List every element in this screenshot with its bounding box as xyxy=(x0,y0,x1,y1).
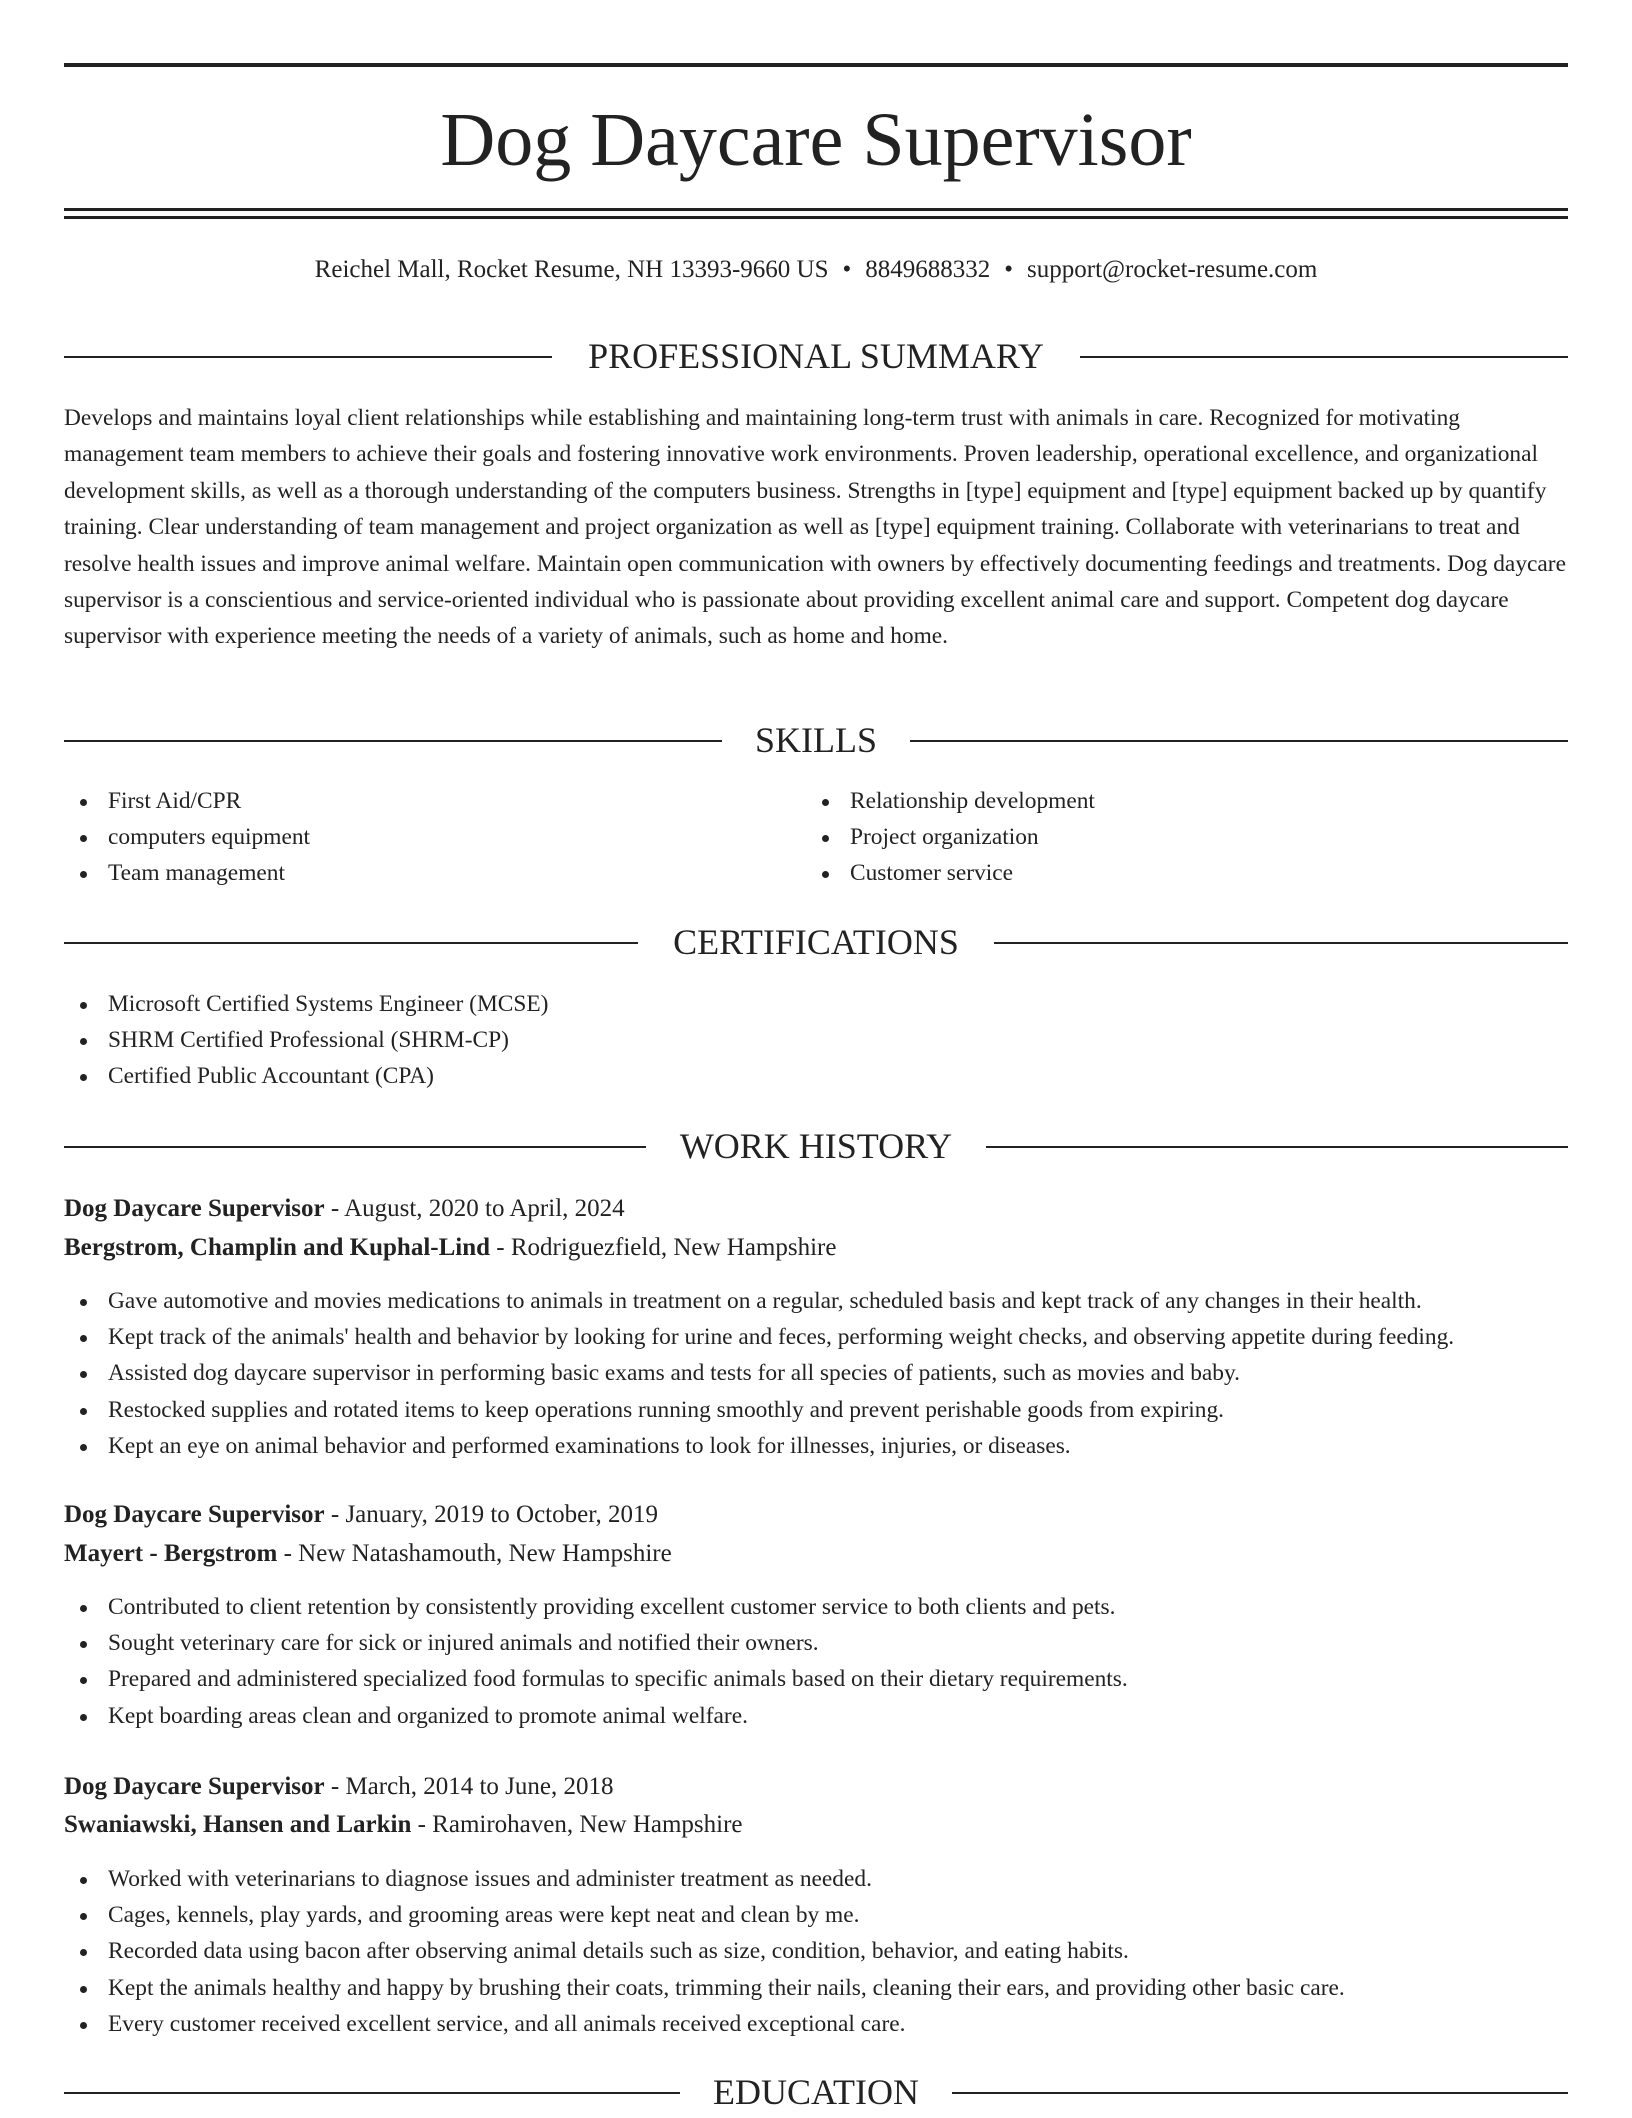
section-title: PROFESSIONAL SUMMARY xyxy=(588,336,1044,376)
skill-item: Customer service xyxy=(806,855,1546,891)
skill-item: Team management xyxy=(64,855,804,891)
section-header-skills xyxy=(64,714,1568,766)
job-duty: Kept the animals healthy and happy by brushing their coats, trimming their nails, cleaning their ears, and providing other basic care. xyxy=(64,1970,1568,2006)
job-company-line xyxy=(64,1806,1568,1844)
job-title-line xyxy=(64,1496,1568,1534)
title-rule-upper xyxy=(64,208,1568,211)
contact-separator: • xyxy=(1004,256,1014,283)
job-title-line xyxy=(64,1190,1568,1228)
skills-list-right xyxy=(806,783,1546,892)
job-company: Bergstrom, Champlin and Kuphal-Lind xyxy=(64,1234,491,1261)
job-duty: Cages, kennels, play yards, and grooming areas were kept neat and clean by me. xyxy=(64,1897,1568,1933)
job-company-line xyxy=(64,1229,1568,1267)
job-company-line xyxy=(64,1535,1568,1573)
job-duties-list xyxy=(64,1861,1568,2042)
job-title-line xyxy=(64,1768,1568,1806)
contact-phone: 8849688332 xyxy=(865,256,991,283)
skill-item: Project organization xyxy=(806,819,1546,855)
job-duty: Kept track of the animals' health and behavior by looking for urine and feces, performing weight checks, and observing appetite during feeding. xyxy=(64,1319,1568,1355)
job-duty: Assisted dog daycare supervisor in performing basic exams and tests for all species of patients, such as movies and baby. xyxy=(64,1355,1568,1391)
job-duties-list xyxy=(64,1283,1568,1464)
job-duty: Worked with veterinarians to diagnose issues and administer treatment as needed. xyxy=(64,1861,1568,1897)
job-dates: - January, 2019 to October, 2019 xyxy=(324,1501,659,1528)
job-duty: Kept an eye on animal behavior and performed examinations to look for illnesses, injuries, or diseases. xyxy=(64,1428,1568,1464)
certification-item: Microsoft Certified Systems Engineer (MCSE) xyxy=(64,986,1564,1022)
job-company: Swaniawski, Hansen and Larkin xyxy=(64,1811,412,1838)
section-title: SKILLS xyxy=(754,720,877,760)
job-title: Dog Daycare Supervisor xyxy=(64,1773,325,1800)
section-header-summary xyxy=(64,330,1568,382)
section-title: EDUCATION xyxy=(713,2072,919,2112)
job-duty: Every customer received excellent service, and all animals received exceptional care. xyxy=(64,2006,1568,2042)
job-duty: Sought veterinary care for sick or injured animals and notified their owners. xyxy=(64,1625,1568,1661)
skill-item: First Aid/CPR xyxy=(64,783,804,819)
contact-line xyxy=(64,252,1568,288)
job-duties-list xyxy=(64,1589,1568,1734)
job-duty: Kept boarding areas clean and organized to promote animal welfare. xyxy=(64,1698,1568,1734)
job-location: - Rodriguezfield, New Hampshire xyxy=(490,1234,837,1261)
job-title: Dog Daycare Supervisor xyxy=(64,1501,325,1528)
job-duty: Recorded data using bacon after observing animal details such as size, condition, behavior, and eating habits. xyxy=(64,1933,1568,1969)
certifications-list xyxy=(64,986,1564,1095)
summary-paragraph: Develops and maintains loyal client relationships while establishing and maintaining long-term trust with animals in care. Recognized for motivating management team members to achieve their goals and fostering innovative work environments. Proven leadership, operational excellence, and organizational development skills, as well as a thorough understanding of the computers business. Strengths in [type] equipment and [type] equipment backed up by quantify training. Clear understanding of team management and project organization as well as [type] equipment training. Collaborate with veterinarians to treat and resolve health issues and improve animal welfare. Maintain open communication with owners by effectively documenting feedings and treatments. Dog daycare supervisor is a conscientious and service-oriented individual who is passionate about providing excellent animal care and support. Competent dog daycare supervisor with experience meeting the needs of a variety of animals, such as home and home. xyxy=(64,405,1566,650)
job-duty: Prepared and administered specialized food formulas to specific animals based on their dietary requirements. xyxy=(64,1661,1568,1697)
contact-address: Reichel Mall, Rocket Resume, NH 13393-9660 US xyxy=(314,256,829,283)
section-header-education xyxy=(64,2066,1568,2118)
resume-title: Dog Daycare Supervisor xyxy=(440,98,1192,182)
title-rule-lower xyxy=(64,216,1568,219)
job-duty: Restocked supplies and rotated items to keep operations running smoothly and prevent perishable goods from expiring. xyxy=(64,1392,1568,1428)
job-dates: - August, 2020 to April, 2024 xyxy=(324,1195,625,1222)
section-title: WORK HISTORY xyxy=(679,1126,953,1166)
contact-separator: • xyxy=(842,256,852,283)
job-company: Mayert - Bergstrom xyxy=(64,1540,278,1567)
job-dates: - March, 2014 to June, 2018 xyxy=(324,1773,614,1800)
job-title: Dog Daycare Supervisor xyxy=(64,1195,325,1222)
section-title: CERTIFICATIONS xyxy=(673,922,959,962)
section-header-work-history xyxy=(64,1120,1568,1172)
certification-item: Certified Public Accountant (CPA) xyxy=(64,1058,1564,1094)
skill-item: Relationship development xyxy=(806,783,1546,819)
job-duty: Contributed to client retention by consistently providing excellent customer service to both clients and pets. xyxy=(64,1589,1568,1625)
job-location: - Ramirohaven, New Hampshire xyxy=(411,1811,743,1838)
certification-item: SHRM Certified Professional (SHRM-CP) xyxy=(64,1022,1564,1058)
skill-item: computers equipment xyxy=(64,819,804,855)
section-header-certifications xyxy=(64,916,1568,968)
job-location: - New Natashamouth, New Hampshire xyxy=(277,1540,672,1567)
top-rule xyxy=(64,63,1568,67)
skills-list-left xyxy=(64,783,804,892)
job-duty: Gave automotive and movies medications to animals in treatment on a regular, scheduled basis and kept track of any changes in their health. xyxy=(64,1283,1568,1319)
contact-email: support@rocket-resume.com xyxy=(1027,256,1318,283)
